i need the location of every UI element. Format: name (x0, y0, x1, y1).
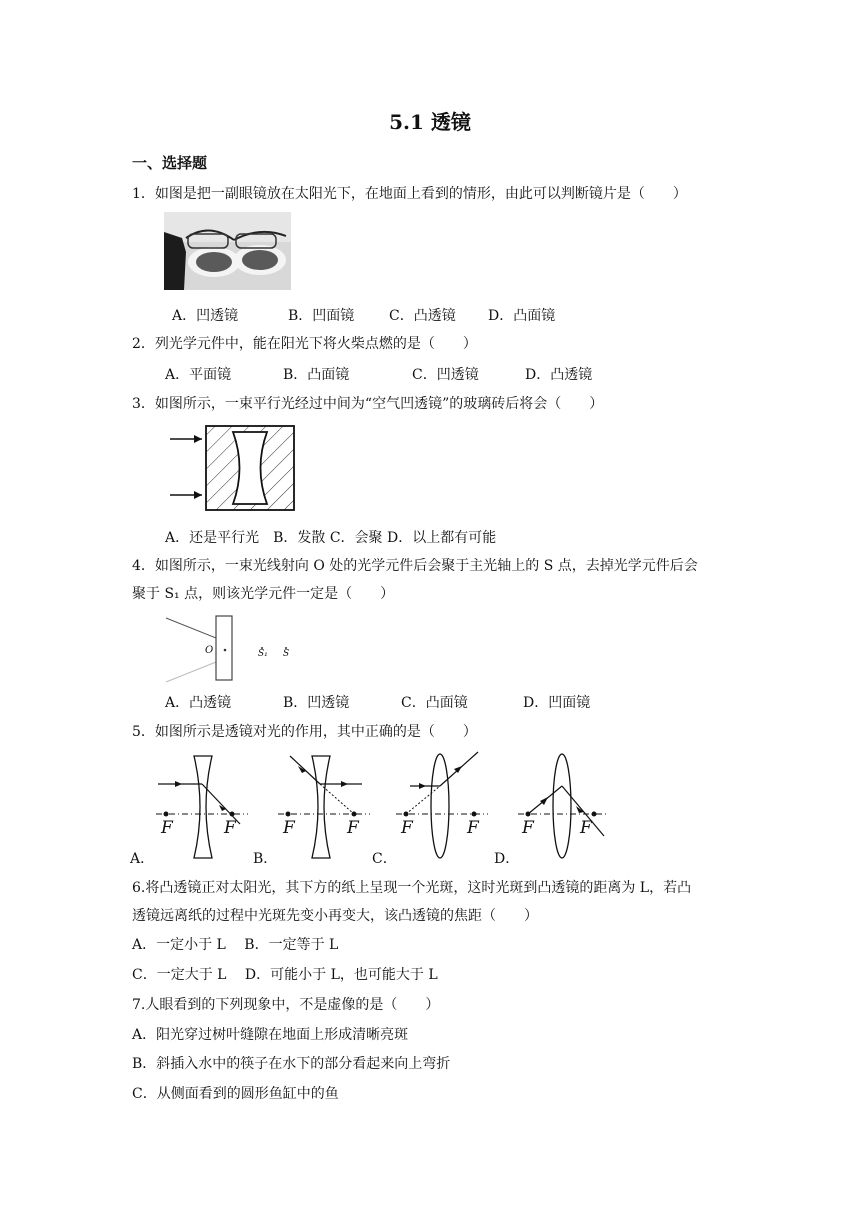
question-5-d-focus-left: F (522, 818, 534, 838)
question-7-option-a: A．阳光穿过树叶缝隙在地面上形成清晰亮斑 (132, 1027, 409, 1043)
question-5-option-c: C． (372, 851, 397, 867)
question-7-stem: 7.人眼看到的下列现象中，不是虚像的是（ ） (132, 997, 440, 1013)
question-4-option-d: D．凹面镜 (523, 695, 591, 711)
question-2-option-b: B．凸面镜 (283, 367, 350, 383)
question-3-options: A．还是平行光 B．发散 C．会聚 D．以上都有可能 (165, 530, 497, 546)
question-2-option-c: C．凹透镜 (412, 367, 479, 383)
question-4-figure-optical-element (166, 612, 296, 686)
question-4-option-a: A．凸透镜 (165, 695, 232, 711)
question-5-b-focus-right: F (347, 818, 359, 838)
question-5-c-focus-right: F (467, 818, 479, 838)
question-1-option-a: A．凹透镜 (172, 308, 239, 324)
question-5-figure-b (278, 752, 374, 862)
question-4-stem-line-1: 4．如图所示，一束光线射向 O 处的光学元件后会聚于主光轴上的 S 点，去掉光学元件后会 (132, 558, 698, 574)
question-6-options-line-2: C．一定大于 L D．可能小于 L，也可能大于 L (132, 967, 438, 983)
question-7-option-c: C．从侧面看到的圆形鱼缸中的鱼 (132, 1086, 339, 1102)
question-6-stem-line-2: 透镜远离纸的过程中光斑先变小再变大，该凸透镜的焦距（ ） (132, 908, 538, 924)
question-5-option-b: B． (253, 851, 278, 867)
question-5-a-focus-left: F (161, 818, 173, 838)
question-4-label-o: O (205, 645, 214, 656)
question-6-options-line-1: A．一定小于 L B．一定等于 L (132, 937, 339, 953)
question-5-figure-c (396, 746, 492, 862)
question-5-figure-d (518, 746, 614, 862)
question-5-b-focus-left: F (283, 818, 295, 838)
question-5-option-a: A． (130, 851, 155, 867)
question-1-option-d: D．凸面镜 (488, 308, 556, 324)
question-2-option-d: D．凸透镜 (525, 367, 593, 383)
question-4-option-b: B．凹透镜 (283, 695, 350, 711)
question-5-option-d: D． (494, 851, 520, 867)
question-2-option-a: A．平面镜 (165, 367, 232, 383)
question-3-figure-glass-brick (166, 424, 298, 512)
question-5-figure-a (156, 752, 252, 862)
question-4-label-s1: S₁ (258, 649, 268, 659)
question-1-figure-glasses-photo (164, 212, 291, 290)
question-1-option-b: B．凹面镜 (288, 308, 355, 324)
question-6-stem-line-1: 6.将凸透镜正对太阳光，其下方的纸上呈现一个光斑，这时光斑到凸透镜的距离为 L，若凸 (132, 880, 692, 896)
question-5-d-focus-right: F (580, 818, 592, 838)
section-heading: 一、选择题 (132, 154, 208, 172)
question-2-stem: 2．列光学元件中，能在阳光下将火柴点燃的是（ ） (132, 336, 477, 352)
question-5-stem: 5．如图所示是透镜对光的作用，其中正确的是（ ） (132, 724, 477, 740)
question-4-stem-line-2: 聚于 S₁ 点，则该光学元件一定是（ ） (132, 586, 395, 602)
question-5-a-focus-right: F (224, 818, 236, 838)
question-1-option-c: C．凸透镜 (389, 308, 456, 324)
question-3-stem: 3．如图所示，一束平行光经过中间为“空气凹透镜”的玻璃砖后将会（ ） (132, 396, 604, 412)
question-4-option-c: C．凸面镜 (401, 695, 468, 711)
question-5-c-focus-left: F (401, 818, 413, 838)
question-7-option-b: B．斜插入水中的筷子在水下的部分看起来向上弯折 (132, 1056, 451, 1072)
page-title: 5.1 透镜 (389, 110, 471, 134)
question-1-stem: 1．如图是把一副眼镜放在太阳光下，在地面上看到的情形，由此可以判断镜片是（ ） (132, 186, 687, 202)
question-4-label-s: S (283, 649, 290, 659)
